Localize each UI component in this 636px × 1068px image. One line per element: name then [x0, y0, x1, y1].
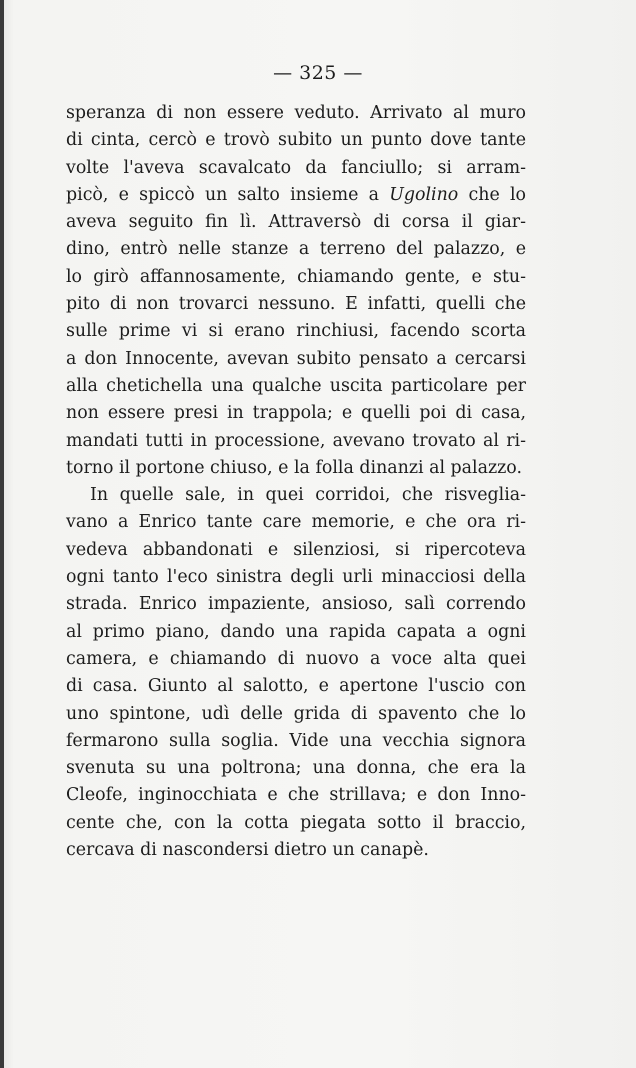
text-line: torno il portone chiuso, e la folla dinanzi al palazzo. [66, 457, 522, 478]
paragraph [66, 100, 526, 482]
text-line: ogni tanto l'eco sinistra degli urli minacciosi della [66, 567, 526, 588]
page-binding-edge [0, 0, 4, 1068]
text-line: strada. Enrico impaziente, ansioso, salì correndo [66, 594, 526, 615]
text-line: aveva seguito fin lì. Attraversò di corsa il giar- [66, 212, 526, 233]
text-line: dino, entrò nelle stanze a terreno del palazzo, e [66, 239, 526, 260]
text-line: speranza di non essere veduto. Arrivato al muro [66, 103, 526, 123]
text-line: di casa. Giunto al salotto, e apertone l'uscio con [66, 676, 526, 697]
text-line: alla chetichella una qualche uscita particolare per [66, 375, 526, 396]
text-line: Cleofe, inginocchiata e che strillava; e don Inno- [66, 785, 526, 806]
text-line: non essere presi in trappola; e quelli poi di casa, [66, 403, 526, 424]
text-line: pito di non trovarci nessuno. E infatti, quelli che [66, 294, 526, 315]
text-line: svenuta su una poltrona; una donna, che era la [66, 758, 526, 779]
text-line: cercava di nascondersi dietro un canapè. [66, 840, 429, 861]
text-line: fermarono sulla soglia. Vide una vecchia signora [66, 730, 526, 751]
text-line: camera, e chiamando di nuovo a voce alta quei [66, 648, 526, 669]
text-line: picò, e spiccò un salto insieme a Ugolino che lo [66, 184, 526, 205]
page-number: — 325 — [273, 62, 363, 84]
text-line: mandati tutti in processione, avevano trovato al ri- [66, 430, 526, 451]
body-text [66, 100, 526, 864]
text-line: lo girò affannosamente, chiamando gente, e stu- [66, 266, 526, 287]
text-line: a don Innocente, avevan subito pensato a cercarsi [66, 348, 526, 369]
text-line: vano a Enrico tante care memorie, e che ora ri- [66, 512, 526, 533]
text-line: cente che, con la cotta piegata sotto il braccio, [66, 812, 526, 833]
text-line: al primo piano, dando una rapida capata a ogni [66, 621, 526, 642]
text-line: volte l'aveva scavalcato da fanciullo; si arram- [66, 157, 526, 178]
text-line: uno spintone, udì delle grida di spavento che lo [66, 703, 526, 724]
text-line: vedeva abbandonati e silenziosi, si ripercoteva [66, 539, 526, 560]
paragraph [66, 482, 526, 864]
text-line: In quelle sale, in quei corridoi, che risveglia- [90, 485, 526, 506]
text-line: sulle prime vi si erano rinchiusi, facendo scorta [66, 321, 526, 342]
text-line: di cinta, cercò e trovò subito un punto dove tante [66, 130, 526, 151]
italic-name: Ugolino [389, 184, 459, 205]
